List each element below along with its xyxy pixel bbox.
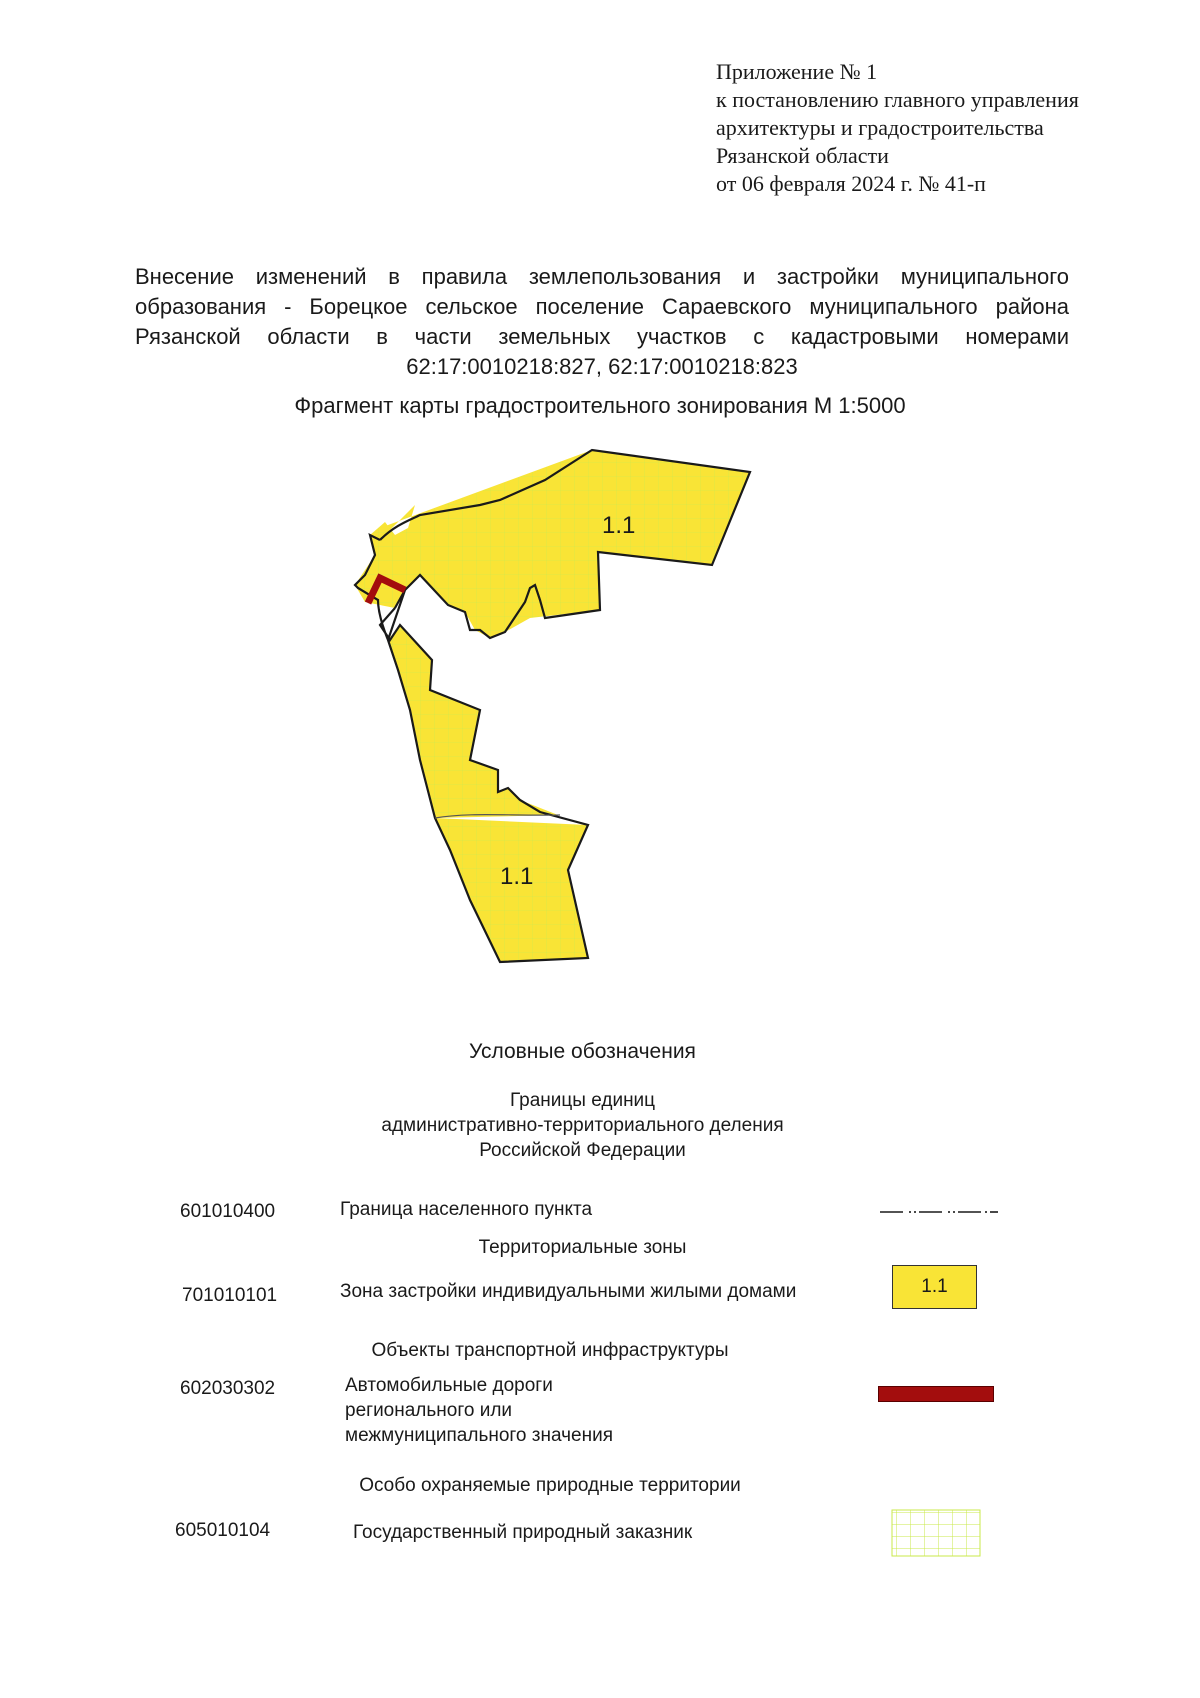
- legend-admin-heading-3: Российской Федерации: [479, 1140, 686, 1161]
- settlement-label: Граница населенного пункта: [340, 1199, 593, 1220]
- appendix-line-4: Рязанской области: [716, 143, 889, 168]
- reserve-swatch: [892, 1510, 980, 1556]
- legend-heading: Условные обозначения: [469, 1040, 696, 1063]
- road-label-3: межмуниципального значения: [345, 1425, 613, 1446]
- legend-admin-heading-1: Границы единиц: [509, 1090, 656, 1111]
- zone-polygon-lower: [435, 818, 588, 962]
- reserve-label: Государственный природный заказник: [353, 1522, 693, 1543]
- protected-heading: Особо охраняемые природные территории: [359, 1475, 741, 1496]
- zone-label-upper: 1.1: [602, 512, 636, 539]
- zone-polygon-upper: [355, 450, 750, 638]
- zone-label-lower: 1.1: [500, 863, 534, 890]
- zone-polygon-middle: [388, 625, 558, 818]
- reserve-code: 605010104: [175, 1520, 271, 1541]
- appendix-line-2: к постановлению главного управления: [716, 87, 1079, 112]
- document-title: Внесение изменений в правила землепользования и застройки муниципального образования - Борецкое сельское поселение Сараевского муниципального района Рязанской области в части земельных участков с кадастровыми номерами 62:17:0010218:827, 62:17:0010218:823: [135, 264, 1069, 379]
- legend-admin-heading-2: административно-территориального деления: [381, 1115, 784, 1136]
- road-code: 602030302: [180, 1378, 276, 1399]
- transport-heading: Объекты транспортной инфраструктуры: [371, 1340, 729, 1361]
- settlement-code: 601010400: [180, 1201, 276, 1222]
- appendix-line-5: от 06 февраля 2024 г. № 41-п: [716, 171, 986, 196]
- appendix-line-1: Приложение № 1: [716, 59, 878, 84]
- zone-swatch: 1.1: [892, 1265, 977, 1309]
- appendix-line-3: архитектуры и градостроительства: [716, 115, 1044, 140]
- road-label-2: регионального или: [345, 1400, 513, 1421]
- zone-label: Зона застройки индивидуальными жилыми домами: [340, 1281, 797, 1302]
- road-swatch: [878, 1386, 994, 1402]
- road-label-1: Автомобильные дороги: [345, 1375, 553, 1396]
- zones-heading: Территориальные зоны: [478, 1237, 687, 1258]
- zone-code: 701010101: [182, 1285, 278, 1306]
- map-subtitle-text: Фрагмент карты градостроительного зонирования М 1:5000: [294, 393, 906, 418]
